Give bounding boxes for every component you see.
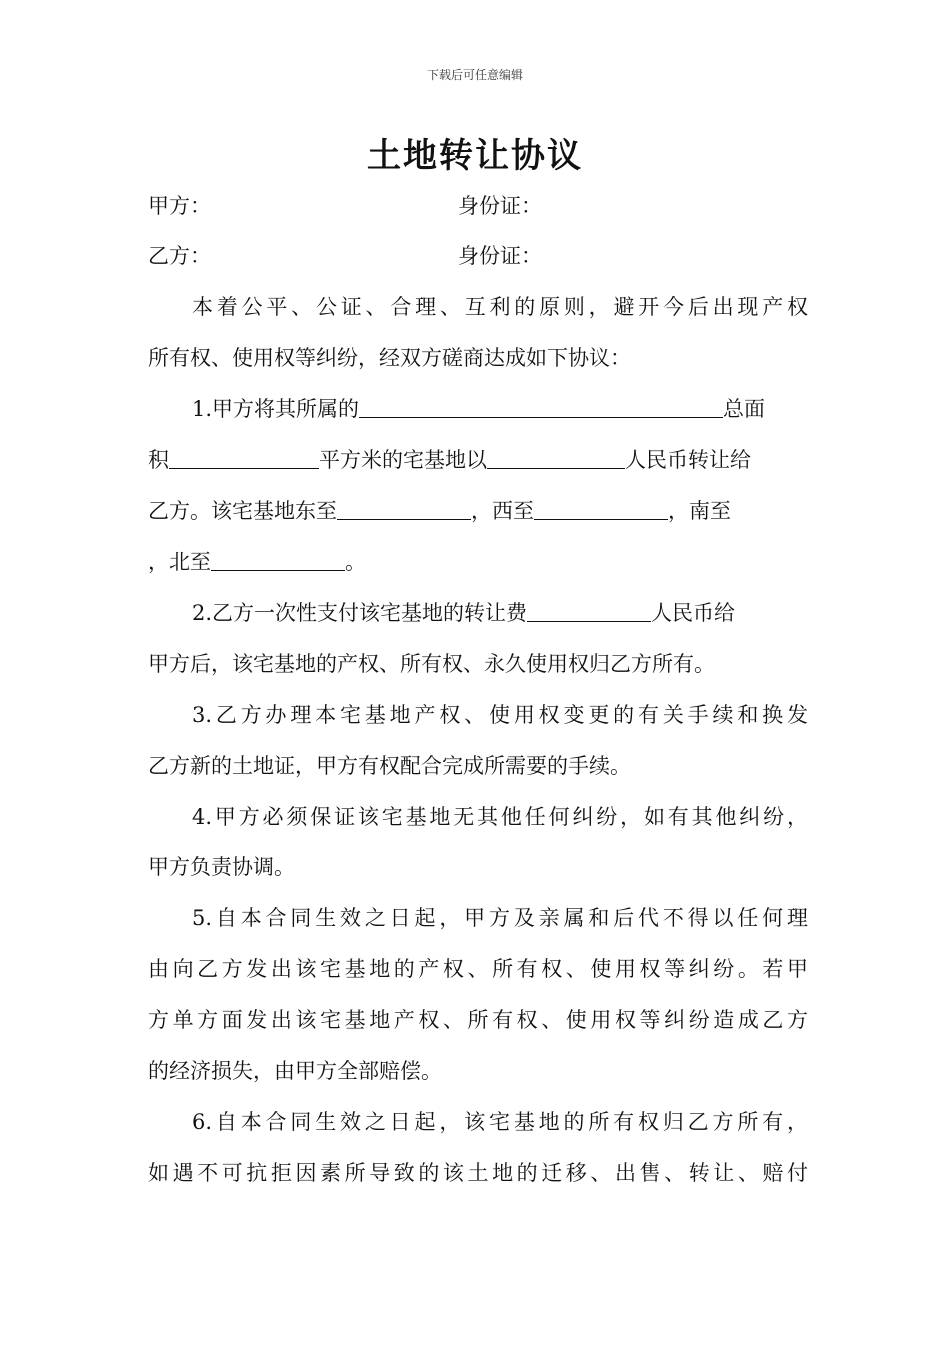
intro-line-2: 所有权、使用权等纠纷，经双方磋商达成如下协议： bbox=[148, 346, 631, 370]
clause-1-line-2 bbox=[148, 445, 808, 475]
page-header-note: 下载后可任意编辑 bbox=[426, 68, 523, 82]
clause-1-text-e: 人民币转让给 bbox=[625, 448, 751, 472]
clause-2-text-b: 人民币给 bbox=[651, 601, 736, 625]
clause-1-text-g: ，西至 bbox=[471, 499, 534, 523]
clause-1-text-f: 乙方。该宅基地东至 bbox=[148, 499, 337, 523]
clause-1-line-1 bbox=[148, 394, 808, 424]
blank-north-boundary bbox=[211, 548, 345, 571]
clause-3-line-1: 3.乙方办理本宅基地产权、使用权变更的有关手续和换发 bbox=[192, 703, 808, 727]
blank-transfer-fee bbox=[527, 599, 651, 622]
party-b-label: 乙方： bbox=[148, 244, 211, 268]
party-a-row bbox=[148, 191, 808, 221]
blank-price bbox=[487, 446, 625, 469]
clause-1-line-4 bbox=[148, 547, 808, 577]
clause-1-text-j: 。 bbox=[345, 550, 366, 574]
intro-line-1: 本着公平、公证、合理、互利的原则，避开今后出现产权 bbox=[192, 295, 808, 319]
document-title: 土地转让协议 bbox=[367, 136, 583, 176]
clause-2-line-2: 甲方后，该宅基地的产权、所有权、永久使用权归乙方所有。 bbox=[148, 652, 715, 676]
clause-5-line-3: 方单方面发出该宅基地产权、所有权、使用权等纠纷造成乙方 bbox=[148, 1008, 808, 1032]
clause-3-line-2: 乙方新的土地证，甲方有权配合完成所需要的手续。 bbox=[148, 754, 631, 778]
party-a-label: 甲方： bbox=[148, 194, 211, 218]
blank-west-boundary bbox=[534, 497, 668, 520]
clause-1-text-i: ，北至 bbox=[148, 550, 211, 574]
clause-2-text-a: 2.乙方一次性支付该宅基地的转让费 bbox=[192, 601, 528, 625]
clause-5-line-4: 的经济损失，由甲方全部赔偿。 bbox=[148, 1059, 442, 1083]
clause-1-text-b: 总面 bbox=[723, 397, 766, 421]
clause-4-line-1: 4.甲方必须保证该宅基地无其他任何纠纷，如有其他纠纷， bbox=[192, 805, 808, 829]
clause-2-line-1 bbox=[148, 598, 808, 628]
party-b-id-label: 身份证： bbox=[458, 244, 542, 268]
clause-4-line-2: 甲方负责协调。 bbox=[148, 855, 295, 879]
clause-1-text-c: 积 bbox=[148, 448, 169, 472]
blank-land-location bbox=[359, 395, 723, 418]
party-a-id-label: 身份证： bbox=[458, 194, 542, 218]
blank-east-boundary bbox=[337, 497, 471, 520]
clause-1-line-3 bbox=[148, 496, 808, 526]
clause-6-line-2: 如遇不可抗拒因素所导致的该土地的迁移、出售、转让、赔付 bbox=[148, 1161, 808, 1185]
clause-6-line-1: 6.自本合同生效之日起，该宅基地的所有权归乙方所有， bbox=[192, 1110, 808, 1134]
clause-5-line-1: 5.自本合同生效之日起，甲方及亲属和后代不得以任何理 bbox=[192, 906, 808, 930]
clause-1-text-a: 1.甲方将其所属的 bbox=[192, 397, 360, 421]
blank-area bbox=[169, 446, 319, 469]
party-b-row bbox=[148, 241, 808, 271]
clause-1-text-h: ，南至 bbox=[668, 499, 731, 523]
clause-5-line-2: 由向乙方发出该宅基地的产权、所有权、使用权等纠纷。若甲 bbox=[148, 957, 808, 981]
clause-1-text-d: 平方米的宅基地以 bbox=[319, 448, 487, 472]
